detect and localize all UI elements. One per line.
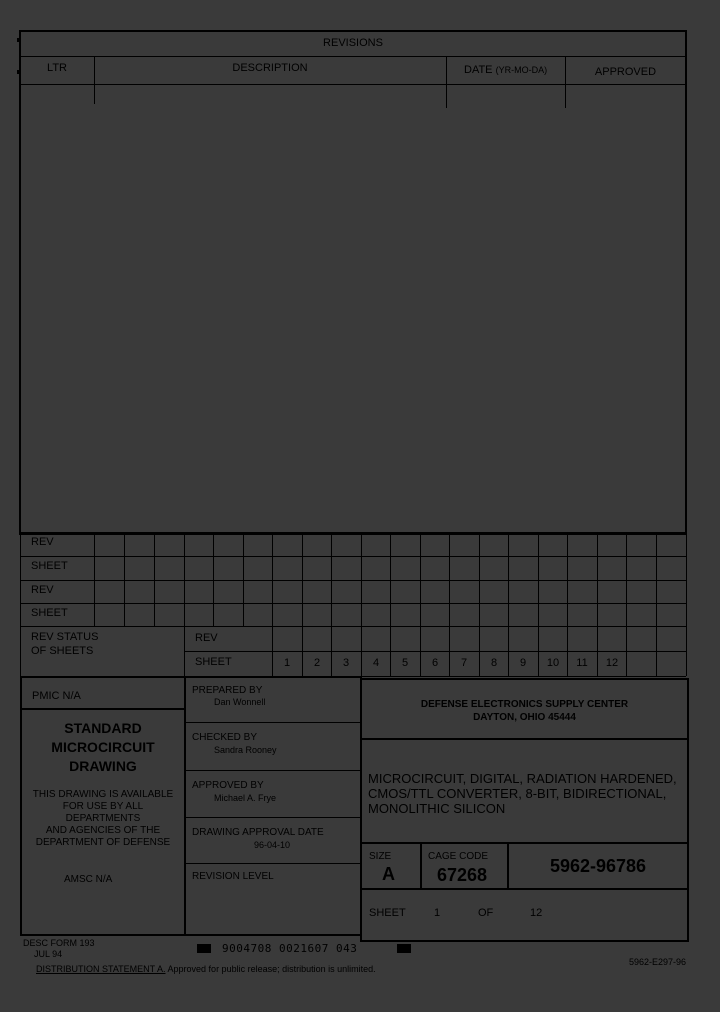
document-code: 5962-E297-96 [629,957,687,967]
grid-line [331,532,332,626]
grid-line [302,532,303,626]
grid-line [184,532,185,626]
sheet-number: 11 [576,657,588,669]
grid-line [597,532,598,626]
sheet-number: 5 [401,657,409,669]
grid-row-label-sheet: SHEET [31,607,68,619]
grid-line [20,626,686,627]
rev-row-label: REV [195,632,218,644]
approved-by-label: APPROVED BY [192,780,264,791]
approval-date-label: DRAWING APPROVAL DATE [192,827,324,838]
grid-line [94,532,95,626]
grid-line [124,532,125,626]
sheet-number: 10 [546,657,560,669]
grid-line [20,532,21,676]
grid-line [567,532,568,626]
approved-by-name: Michael A. Frye [214,793,277,803]
grid-line [538,532,539,626]
sheet-number: 1 [283,657,291,669]
grid-row-label-rev: REV [31,536,54,548]
signature-divider [185,770,361,771]
of-value: 12 [530,907,543,919]
distribution-text: Approved for public release; distribution is unlimited. [167,964,376,974]
barcode-text: 9004708 0021607 043 [222,942,358,955]
availability-text: THIS DRAWING IS AVAILABLE [32,789,174,800]
sheet-block-frame [360,888,689,942]
rev-status-label: OF SHEETS [31,645,94,657]
checked-by-name: Sandra Rooney [214,745,277,755]
sheet-number: 8 [490,657,498,669]
cage-code-value: 67268 [437,865,488,885]
grid-line [243,532,244,626]
standard-drawing-title: MICROCIRCUIT [51,739,155,755]
grid-line [508,532,509,626]
distribution-label: DISTRIBUTION STATEMENT A. [36,964,166,974]
pmic-label: PMIC N/A [32,690,81,702]
sheet-number: 12 [605,657,619,669]
availability-text: DEPARTMENT OF DEFENSE [35,837,171,848]
sheet-row-label: SHEET [195,656,232,668]
grid-line [390,532,391,626]
cage-code-label: CAGE CODE [428,851,489,862]
size-label: SIZE [369,851,392,862]
signature-block-frame [184,676,362,936]
grid-line [479,532,480,626]
checked-by-label: CHECKED BY [192,732,258,743]
grid-line [20,603,686,604]
barcode-block-left [197,944,211,953]
col-header-date-label: DATE [464,64,493,76]
sheet-value: 1 [434,907,441,919]
grid-line [272,532,273,626]
distribution-statement [36,964,376,974]
of-label: OF [478,907,494,919]
grid-line [361,532,362,626]
grid-line [20,532,686,533]
sheet-label: SHEET [369,907,406,919]
drawing-title: MONOLITHIC SILICON [368,801,506,816]
form-date: JUL 94 [34,949,63,959]
rev-status-label: REV STATUS [31,631,99,643]
ident-divider [420,843,422,889]
signature-divider [185,863,361,864]
grid-line [656,532,657,626]
col-header-approved: APPROVED [594,66,657,78]
col-header-description: DESCRIPTION [232,62,308,74]
grid-row-label-sheet: SHEET [31,560,68,572]
left-block-divider [20,708,186,710]
drawing-title: MICROCIRCUIT, DIGITAL, RADIATION HARDENED, [368,771,677,786]
standard-drawing-title: DRAWING [69,758,137,774]
grid-line [449,532,450,626]
revision-level-label: REVISION LEVEL [192,871,274,882]
signature-divider [185,817,361,818]
agency-name: DEFENSE ELECTRONICS SUPPLY CENTER [420,699,629,710]
signature-divider [185,722,361,723]
revisions-title: REVISIONS [323,37,383,49]
sheet-number: 2 [313,657,321,669]
drawing-title: CMOS/TTL CONVERTER, 8-BIT, BIDIRECTIONAL, [368,786,667,801]
sheet-number: 7 [460,657,468,669]
availability-text: FOR USE BY ALL [62,801,144,812]
grid-line [656,626,657,676]
grid-line [626,532,627,626]
agency-location: DAYTON, OHIO 45444 [473,712,576,723]
grid-line [686,532,687,676]
prepared-by-name: Dan Wonnell [214,697,266,707]
scan-mark [17,70,19,74]
availability-text: AND AGENCIES OF THE [45,825,161,836]
grid-line [154,532,155,626]
grid-row-label-rev: REV [31,584,54,596]
standard-drawing-title: STANDARD [64,720,142,736]
col-header-date-format: (YR-MO-DA) [495,65,548,75]
sheet-number: 6 [431,657,439,669]
prepared-by-label: PREPARED BY [192,685,263,696]
col-header-ltr: LTR [47,62,67,74]
sheet-number: 4 [372,657,380,669]
form-number: DESC FORM 193 [23,938,95,948]
grid-line [20,580,686,581]
sheet-number: 9 [519,657,527,669]
grid-line [20,556,686,557]
grid-line [184,651,686,652]
grid-line [184,626,185,676]
availability-text: DEPARTMENTS [65,813,141,824]
size-value: A [382,864,395,884]
scan-mark [17,38,19,42]
grid-line [213,532,214,626]
approval-date-value: 96-04-10 [254,840,291,850]
sheet-number: 3 [342,657,350,669]
grid-line [420,532,421,626]
amsc-label: AMSC N/A [64,874,113,885]
drawing-number: 5962-96786 [549,856,647,876]
barcode-block-right [397,944,411,953]
